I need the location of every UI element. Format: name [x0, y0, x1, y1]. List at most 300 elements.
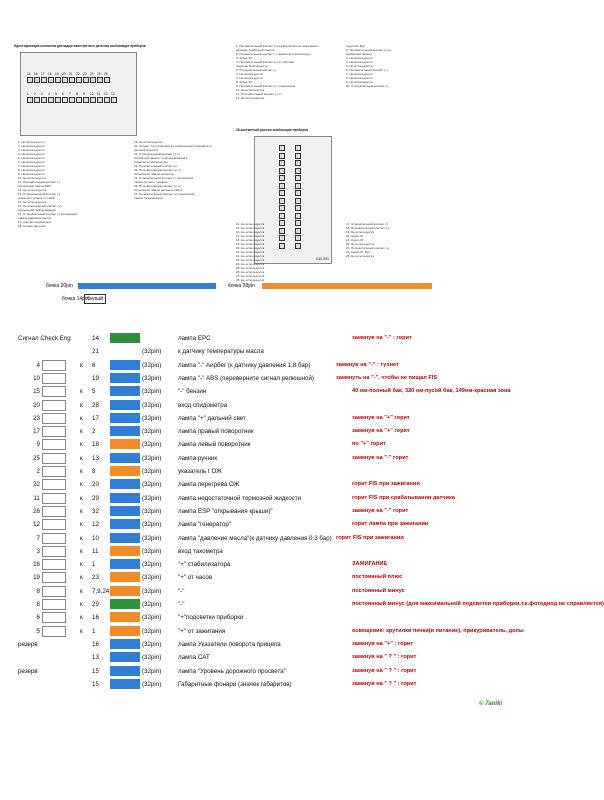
row-left-label: резерв	[18, 667, 38, 675]
connector-pin-cell	[279, 153, 285, 159]
diagram-code: V30-001	[315, 257, 329, 261]
row-connector-k: к	[80, 601, 83, 608]
pin-list-line: 25. Не используется	[236, 266, 265, 270]
row-32pin-tag: (32pin)	[142, 601, 162, 608]
row-white-swatch	[42, 373, 66, 384]
scan-heading-right: 28-контактный разъем комбинации приборов	[236, 128, 309, 132]
row-white-swatch	[42, 360, 66, 371]
connector-pin	[104, 72, 110, 83]
row-32pin-tag: (32pin)	[142, 494, 162, 502]
pin-list-line: 8. Не используется	[18, 168, 45, 172]
pin-list-line: 9. Положительный контакт (+) соединения	[236, 84, 296, 88]
row-left-label: 2	[36, 468, 40, 475]
row-32pin-tag: (32pin)	[142, 388, 162, 396]
table-row	[0, 677, 567, 692]
pin-list-line: 13. Отрицательный контакт (-)	[18, 192, 61, 196]
row-connector-k: к	[80, 361, 83, 369]
row-description: лампа "давление масла"(к датчику давления 0.3 бар)	[178, 534, 332, 542]
connector-pin-cell	[279, 183, 285, 189]
connector-pin-cell	[41, 97, 47, 103]
row-description: "-" бензин	[178, 388, 207, 396]
row-left-label: 9	[36, 441, 40, 449]
row-32pin-number: 20	[92, 481, 99, 489]
pin-list-line: 19. Не используется	[134, 140, 163, 144]
row-32pin-tag: (32pin)	[142, 428, 162, 436]
row-32pin-tag: (32pin)	[142, 481, 162, 489]
connector-pin-cell	[111, 97, 117, 103]
connector-pin	[48, 92, 54, 103]
connector-pin	[97, 92, 103, 103]
row-pin-number: 21	[92, 348, 99, 356]
row-white-swatch	[42, 572, 66, 583]
row-white-swatch	[42, 400, 66, 411]
row-left-label: 16	[33, 561, 40, 569]
row-32pin-tag: (32pin)	[142, 574, 162, 582]
row-note: постоянный плюс	[352, 574, 403, 581]
row-color-swatch	[110, 626, 140, 636]
pin-list-line: 9. Не используется	[346, 80, 373, 84]
connector-pin-number: 5	[55, 92, 57, 96]
connector-pin-cell	[55, 77, 61, 83]
row-left-label: Сигнал Check Eng	[18, 335, 71, 342]
row-32pin-number: 13	[92, 454, 99, 462]
row-32pin-tag: (32pin)	[142, 534, 162, 542]
row-left-label: резерв	[18, 640, 38, 648]
connector-pin-cell	[279, 168, 285, 174]
connector-pin-number: 6	[62, 92, 64, 96]
row-color-swatch	[110, 439, 140, 449]
row-note: замкнув на "-" горит	[352, 507, 409, 514]
connector-pin	[27, 92, 33, 103]
pin-list-line: 3. Аудио ID	[236, 56, 252, 60]
pin-list-line: 19. Не используется	[346, 230, 375, 234]
legend-blue-label: бочка 20pin	[46, 283, 73, 289]
row-color-swatch	[110, 466, 140, 476]
row-pin-number: 15	[92, 680, 99, 688]
pin-list-line: 20. Аудио ID	[346, 234, 364, 238]
row-connector-k: к	[80, 507, 83, 515]
connector-pin-cell	[48, 97, 54, 103]
pin-list-line: 6. Не используется	[236, 72, 263, 76]
row-description: лампа "+" дальний свет	[178, 414, 246, 422]
connector-pin	[55, 92, 61, 103]
row-pin-number: 14	[92, 335, 99, 342]
row-32pin-number: 16	[92, 614, 99, 622]
row-32pin-tag: (32pin)	[142, 414, 162, 422]
pin-list-line: 4. Положительный контакт (+) от системы	[236, 60, 295, 64]
row-color-swatch	[110, 386, 140, 396]
pin-list-line: 2. Положительный контакт (+) от	[346, 48, 392, 52]
pin-list-line: 10. Не используется	[18, 176, 47, 180]
pin-list-line: 7. Не используется	[236, 76, 263, 80]
row-connector-k: к	[80, 494, 83, 502]
pin-list-line: приборной панели	[346, 52, 372, 56]
row-note: горит FIS при зажигании	[336, 534, 404, 541]
pin-list-line: 6. Не используется	[18, 160, 45, 164]
row-left-label: 5	[36, 627, 40, 635]
pin-list-line: 28. Не используется	[236, 278, 265, 282]
pin-list-line: подушек безопасности	[236, 64, 268, 68]
row-note: горит FIS при срабатывании датчика	[352, 494, 455, 501]
pin-list-right-a	[236, 44, 341, 100]
row-color-swatch	[110, 400, 140, 410]
pin-list-line: 25. Не используется	[346, 254, 375, 258]
row-white-swatch	[42, 533, 66, 544]
pin-list-line: 3. Не используется	[18, 148, 45, 152]
row-color-swatch	[110, 506, 140, 516]
connector-pin	[55, 72, 61, 83]
pin-list-line: 2. Не используется	[18, 144, 45, 148]
connector-pin-cell	[104, 77, 110, 83]
row-32pin-tag: (32pin)	[142, 547, 162, 555]
pin-list-line: 16. Отрицательный контакт (-) сигнальной	[18, 212, 77, 216]
connector-pin-cell	[69, 97, 75, 103]
row-color-swatch	[110, 612, 140, 622]
row-description: лампа недостаточной тормозной жидкости	[178, 494, 302, 502]
row-description: указатель t ОЖ	[178, 468, 222, 475]
pin-list-line: 25. Положительный контакт (+) от	[134, 184, 182, 188]
row-description: Габаритные фонари (значёк габаритов)	[178, 680, 292, 688]
pin-list-line: 18. Сигнал датчика	[18, 224, 45, 228]
connector-pin-cell	[279, 198, 285, 204]
connector-pin	[90, 92, 96, 103]
row-32pin-tag: (32pin)	[142, 507, 162, 515]
row-left-label: 20	[33, 401, 40, 409]
connector-pin-number: 23	[83, 72, 87, 76]
connector-pin	[111, 92, 117, 103]
connector-pin	[69, 72, 75, 83]
pin-list-line: 5. Не используется	[18, 156, 45, 160]
connector-pin	[41, 72, 47, 83]
pin-list-line: 17. Не используется	[236, 234, 265, 238]
connector-pin-cell	[55, 97, 61, 103]
row-description: вход спидометра	[178, 401, 228, 409]
row-note: замкнув на "-" горит	[352, 454, 409, 461]
pin-list-line: 12. Не используется	[236, 96, 265, 100]
row-left-label: 10	[33, 374, 40, 382]
connector-pin-number: 3	[41, 92, 43, 96]
pin-list-line: указателю температуры	[134, 160, 168, 164]
row-white-swatch	[42, 466, 66, 477]
pin-list-line: 3. Не используется	[346, 56, 373, 60]
pin-list-line: датчика скорости	[134, 148, 159, 152]
row-32pin-tag: (32pin)	[142, 521, 162, 529]
connector-pin-cell	[41, 77, 47, 83]
connector-pin	[62, 92, 68, 103]
row-description: "+" от зажигания	[178, 627, 226, 635]
connector-pin	[97, 72, 103, 83]
row-color-swatch	[110, 639, 140, 649]
pin-list-line: 22. Не используется	[236, 254, 265, 258]
footer-credit: © 7aniki	[479, 701, 503, 707]
row-32pin-number: 17	[92, 414, 99, 422]
row-note: замкнув на "-" : тухнет	[336, 361, 399, 368]
row-32pin-number: 28	[92, 401, 99, 409]
connector-pin-cell	[83, 97, 89, 103]
row-32pin-number: 1	[92, 627, 96, 635]
pin-list-line: указателя уровня топлива	[18, 196, 55, 200]
pin-list-line: 27. Не используется	[236, 274, 265, 278]
row-description: к датчику температуры масла	[178, 348, 264, 356]
row-white-swatch	[42, 413, 66, 424]
connector-pin-cell	[69, 77, 75, 83]
row-description: "+" от часов	[178, 574, 213, 582]
connector-pin-number: 10	[90, 92, 94, 96]
scan-panel-left	[14, 44, 234, 274]
pin-list-line: приборной панели, подсоединенный к	[134, 156, 188, 160]
row-color-swatch	[110, 652, 140, 662]
row-left-label: 8	[36, 601, 40, 608]
row-white-swatch	[42, 426, 66, 437]
pin-list-line: разъему приборной панели	[236, 48, 275, 52]
pin-list-line: сигнальной лампы дальнего света	[134, 188, 183, 192]
connector-pin-cell	[295, 145, 301, 151]
row-connector-k: к	[80, 614, 83, 622]
row-white-swatch	[42, 626, 66, 637]
pin-list-line: 24. Отрицательный контакт (-) сигнальной	[134, 176, 193, 180]
connector-pin-cell	[83, 77, 89, 83]
connector-pin-number: 21	[69, 72, 73, 76]
row-note: ЗАЖИГАНИЕ	[352, 561, 388, 568]
pin-list-line: 15. Не используется	[236, 226, 265, 230]
row-color-swatch	[110, 666, 140, 676]
row-description: "+"подсветки приборки	[178, 614, 244, 622]
connector-pin	[90, 72, 96, 83]
row-description: лампа ESP "открывания крыши)"	[178, 507, 273, 515]
pin-list-line: 7. Не используется	[346, 72, 373, 76]
row-left-label: 4	[36, 361, 40, 369]
row-note: замкнув на " ? " : горит	[352, 667, 417, 674]
connector-pin-cell	[27, 97, 33, 103]
legend-white-box: белый	[84, 294, 106, 304]
pin-row-bottom	[27, 92, 117, 103]
connector-pin-number: 24	[90, 72, 94, 76]
connector-pin	[62, 72, 68, 83]
row-32pin-tag: (32pin)	[142, 561, 162, 569]
row-white-swatch	[42, 493, 66, 504]
pin-list-line: 8. Не используется	[346, 76, 373, 80]
pin-list-line: 11. Отрицательный контакт (-)	[18, 180, 60, 184]
row-description: лампа EPC	[178, 335, 211, 342]
connector-diagram-left	[20, 52, 137, 136]
row-white-swatch	[42, 599, 66, 610]
row-left-label: 12	[33, 521, 40, 529]
pin-list-line: 21. Отрицательный контакт (-) от	[134, 152, 180, 156]
row-description: лампа Указатели поворота прицепа	[178, 640, 281, 648]
pin-list-line: 8. Аудио ID	[236, 80, 252, 84]
connector-pin	[69, 92, 75, 103]
row-32pin-number: 7,9,24	[92, 587, 110, 595]
row-description: лампа "Уровень дорожного просвета"	[178, 667, 286, 675]
row-color-swatch	[110, 546, 140, 556]
connector-pin-number: 18	[48, 72, 52, 76]
row-color-swatch	[110, 572, 140, 582]
row-left-label: 17	[33, 428, 40, 436]
connector-pin-cell	[279, 145, 285, 151]
pin-list-line: 17. Контакт индикатора	[18, 220, 51, 224]
pin-list-line: 1. Не используется	[18, 140, 45, 144]
connector-pin-cell	[76, 77, 82, 83]
row-note: замкнув на "-" : горит	[352, 335, 412, 341]
row-color-swatch	[110, 679, 140, 689]
connector-pin-number: 16	[34, 72, 38, 76]
connector-pin-cell	[279, 190, 285, 196]
connector-pin-cell	[279, 175, 285, 181]
connector-pin	[104, 92, 110, 103]
row-white-swatch	[42, 453, 66, 464]
connector-pin	[48, 72, 54, 83]
legend-orange-swatch	[262, 283, 432, 289]
connector-pin-number: 22	[76, 72, 80, 76]
row-32pin-tag: (32pin)	[142, 667, 162, 675]
pin-list-line: 22. Не используется	[346, 242, 375, 246]
connector-pin-cell	[295, 198, 301, 204]
pin-list-left-a	[18, 140, 123, 228]
pin-list-line: сигнальной лампы ABS	[18, 184, 51, 188]
connector-pin-cell	[34, 77, 40, 83]
row-white-swatch	[42, 479, 66, 490]
legend-white-label: бочка 14pin	[62, 296, 89, 302]
connector-pin-cell	[90, 97, 96, 103]
row-32pin-tag: (32pin)	[142, 614, 162, 622]
row-left-label: 15	[33, 388, 40, 396]
row-32pin-tag: (32pin)	[142, 361, 162, 369]
row-left-label: 6	[36, 614, 40, 622]
row-left-label: 26	[33, 507, 40, 515]
row-pin-number: 13	[92, 654, 99, 662]
row-note: замкнуть на "-", чтобы не пищал FIS	[336, 374, 438, 381]
row-32pin-tag: (32pin)	[142, 401, 162, 409]
row-white-swatch	[42, 559, 66, 570]
row-32pin-tag: (32pin)	[142, 587, 162, 595]
legend-blue-swatch	[78, 283, 216, 289]
connector-pin-cell	[76, 97, 82, 103]
row-color-swatch	[110, 559, 140, 569]
row-32pin-number: 5	[92, 388, 96, 396]
connector-pin-number: 7	[69, 92, 71, 96]
pin-list-line: 26. Не используется	[236, 270, 265, 274]
pin-list-line: 23. Положительный контакт (+)	[346, 246, 390, 250]
row-pin-number: 15	[92, 667, 99, 675]
row-description: вход тахометра	[178, 547, 223, 555]
connector-pin-cell	[104, 97, 110, 103]
row-pin-number: 16	[92, 640, 99, 648]
row-32pin-tag: (32pin)	[142, 441, 162, 449]
row-connector-k: к	[80, 388, 83, 396]
row-description: лампа правый поворотник	[178, 428, 254, 436]
row-left-label: 23	[33, 414, 40, 422]
pin-list-line: сигнальной лампы зарядки	[18, 208, 56, 212]
row-note: замкнув на " ? " : горит	[352, 680, 417, 687]
pin-list-line: 21. Аудио ID	[346, 238, 364, 242]
row-description: "+" стабилизатора	[178, 561, 231, 569]
pin-list-line: 12. Не используется	[18, 188, 47, 192]
row-connector-k: к	[80, 561, 83, 569]
row-32pin-number: 2	[92, 428, 96, 436]
row-white-swatch	[42, 439, 66, 450]
row-left-label	[18, 677, 74, 692]
row-description: лампа левый поворотник	[178, 441, 251, 449]
connector-pin-number: 2	[34, 92, 36, 96]
pin-list-line: 21. Не используется	[236, 250, 265, 254]
row-connector-k: к	[80, 534, 83, 542]
connector-pin-cell	[295, 160, 301, 166]
row-32pin-tag: (32pin)	[142, 640, 162, 648]
row-32pin-number: 6	[92, 361, 96, 369]
pin-list-line: 16. Не используется	[236, 230, 265, 234]
row-connector-k: к	[80, 454, 83, 462]
row-left-label: 3	[36, 547, 40, 555]
connector-pin-cell	[90, 77, 96, 83]
row-description: лампа "-" Аирбег (к датчику давления 1.8 бар)	[178, 361, 311, 369]
row-color-swatch	[110, 373, 140, 383]
connector-pin-cell	[62, 97, 68, 103]
row-32pin-tag: (32pin)	[142, 654, 162, 662]
connector-pin-number: 19	[55, 72, 59, 76]
row-note: по "+" горит	[352, 441, 386, 448]
connector-pin	[83, 72, 89, 83]
row-32pin-tag: (32pin)	[142, 680, 162, 688]
pin-list-line: 22. Положительный контакт (+)	[134, 164, 178, 168]
connector-pin-cell	[34, 97, 40, 103]
pin-row-top	[27, 72, 110, 83]
connector-pin-number: 4	[48, 92, 50, 96]
row-32pin-number: 32	[92, 507, 99, 515]
pin-list-line: 26. Положительный контакт (+) сигнальной	[134, 192, 195, 196]
pin-list-line: 19. Не используется	[236, 242, 265, 246]
row-32pin-tag: (32pin)	[142, 468, 162, 475]
row-description: лампа "-" ABS (переверните сигнал релюшной)	[178, 374, 314, 382]
connector-pin	[34, 92, 40, 103]
pin-list-line: 4. Не используется	[346, 60, 373, 64]
connector-pin-cell	[97, 97, 103, 103]
pin-list-line: Аудио ID, Бус	[346, 44, 365, 48]
row-note: горит FIS при зажигании	[352, 481, 420, 488]
pin-list-line: 10. Отрицательный контакт (-)	[346, 84, 389, 88]
connector-pin-cell	[295, 190, 301, 196]
pin-list-line: 5. Не используется	[346, 64, 373, 68]
row-connector-k: к	[80, 627, 83, 635]
row-white-swatch	[42, 519, 66, 530]
row-white-swatch	[42, 586, 66, 597]
pin-list-line: 11. Отрицательный контакт (-) от	[236, 92, 282, 96]
connector-pin-number: 13	[111, 92, 115, 96]
row-32pin-number: 23	[92, 574, 99, 582]
connector-pin-number: 11	[97, 92, 101, 96]
pin-list-line: 20. Не используется	[236, 246, 265, 250]
row-color-swatch	[110, 586, 140, 596]
pin-list-left-b	[134, 140, 234, 200]
row-connector-k: к	[80, 428, 83, 436]
row-32pin-number: 12	[92, 521, 99, 529]
row-connector-k: к	[80, 481, 83, 489]
row-note: замкнув на " ? " : горит	[352, 654, 417, 661]
pin-list-line: лампы ручного тормоза	[134, 180, 168, 184]
row-color-swatch	[110, 533, 140, 543]
pin-list-line: 23. Не используется	[236, 258, 265, 262]
scan-panel-right	[236, 44, 458, 282]
row-connector-k: к	[80, 587, 83, 595]
row-32pin-tag: (32pin)	[142, 374, 162, 382]
row-note: замкнув на "+" : горит	[352, 640, 414, 647]
pin-list-right-d	[346, 222, 451, 258]
pin-list-line: 1. Положительный контакт (+) на выключателе зажигания к	[236, 44, 319, 48]
row-color-swatch	[110, 413, 140, 423]
row-32pin-tag: (32pin)	[142, 627, 162, 635]
pin-list-line: 18. Положительный контакт (+)	[346, 226, 390, 230]
row-description: лампа CAT	[178, 654, 210, 662]
connector-pin	[41, 92, 47, 103]
